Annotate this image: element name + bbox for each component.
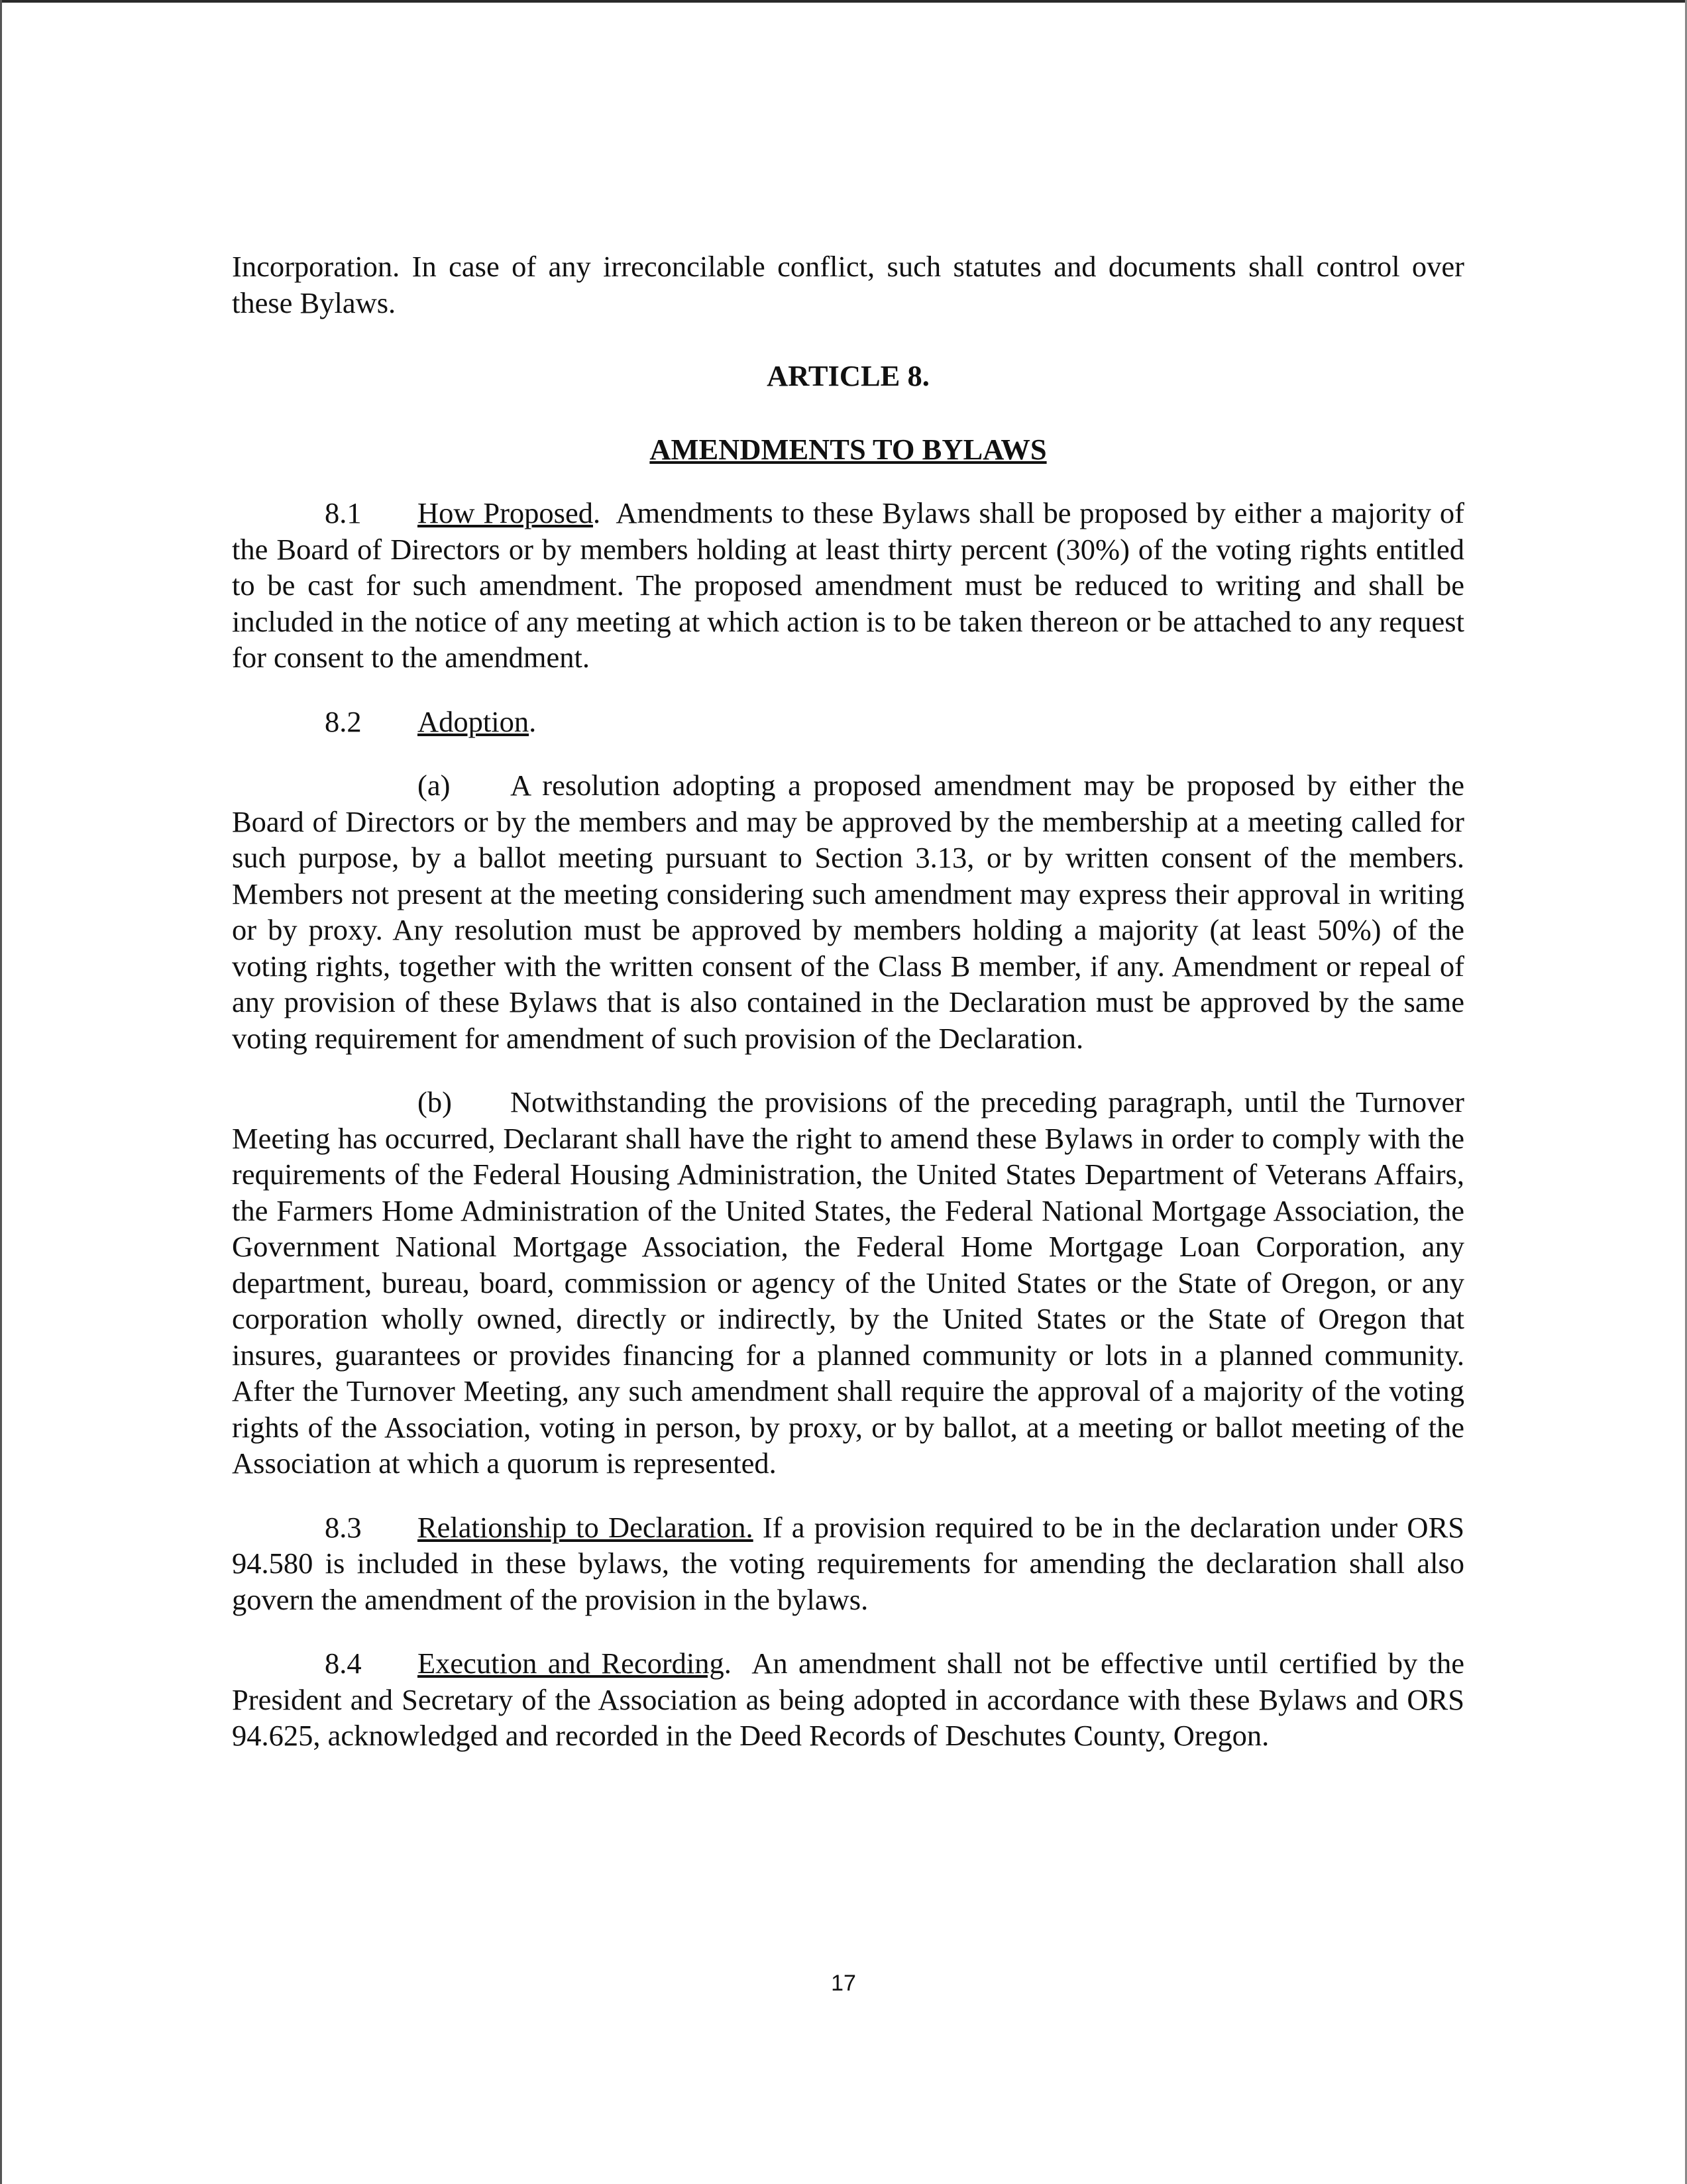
- section-8-3-number: 8.3: [325, 1510, 362, 1544]
- section-8-4-title: Execution and Recording: [417, 1647, 724, 1680]
- section-8-2-heading: [232, 704, 1464, 740]
- scan-edge-top: [0, 0, 1687, 3]
- section-8-4-body: An amendment shall not be effective until certified by the President and Secretary of the Association as being adopted in accordance with these Bylaws and ORS 94.625, acknowledged and recorded in the Deed Records of Deschutes County, Oregon.: [232, 1647, 1465, 1752]
- section-8-1-title-punct: .: [593, 496, 601, 529]
- article-title: AMENDMENTS TO BYLAWS: [649, 432, 1047, 466]
- section-8-2-b: [232, 1084, 1464, 1482]
- section-8-2-title: Adoption: [417, 704, 529, 738]
- section-8-3-title: Relationship to Declaration.: [417, 1510, 753, 1544]
- section-8-4-title-punct: .: [724, 1647, 732, 1680]
- section-8-2-a: [232, 767, 1464, 1056]
- section-8-2-a-body: A resolution adopting a proposed amendment may be proposed by either the Board of Directors or by the members and may be approved by the membership at a meeting called for such purpose, by a ballot meeting pursuant to Section 3.13, or by written consent of the members. Members not present at the meeting considering such amendment may express their approval in writing or by proxy. Any resolution must be approved by members holding a majority (at least 50%) of the voting rights, together with the written consent of the Class B member, if any. Amendment or repeal of any provision of these Bylaws that is also contained in the Declaration must be approved by the same voting requirement for amendment of such provision of the Declaration.: [232, 769, 1464, 1055]
- section-8-3-body: If a provision required to be in the declaration under ORS 94.580 is included in these bylaws, the voting requirements for amending the declaration shall also govern the amendment of the provision in the bylaws.: [232, 1510, 1464, 1616]
- section-8-2-a-label: (a): [417, 769, 451, 802]
- section-8-2-title-punct: .: [529, 704, 537, 738]
- section-8-1-body: Amendments to these Bylaws shall be proposed by either a majority of the Board of Directors or by members holding at least thirty percent (30%) of the voting rights entitled to be cast for such amendment. The proposed amendment must be reduced to writing and shall be included in the notice of any meeting at which action is to be taken thereon or be attached to any request for consent to the amendment.: [232, 496, 1465, 674]
- article-number: ARTICLE 8.: [767, 359, 930, 392]
- intro-paragraph: Incorporation. In case of any irreconcilable conflict, such statutes and documents shall control over these Bylaws.: [232, 250, 1464, 319]
- section-8-2-number: 8.2: [325, 704, 362, 738]
- section-8-1: [232, 495, 1464, 676]
- section-8-4: [232, 1645, 1464, 1754]
- section-8-3: [232, 1509, 1464, 1618]
- section-8-2-b-label: (b): [417, 1085, 452, 1119]
- section-8-1-number: 8.1: [325, 496, 362, 529]
- scan-edge-left: [0, 0, 2, 2184]
- section-8-1-title: How Proposed: [417, 496, 593, 529]
- page-body: [232, 248, 1464, 1754]
- page-number: 17: [831, 1971, 856, 1996]
- section-8-2-b-body: Notwithstanding the provisions of the preceding paragraph, until the Turnover Meeting has occurred, Declarant shall have the right to amend these Bylaws in order to comply with the requirements of the Federal Housing Administration, the United States Department of Veterans Affairs, the Farmers Home Administration of the United States, the Federal National Mortgage Association, the Government National Mortgage Association, the Federal Home Mortgage Loan Corporation, any department, bureau, board, commission or agency of the United States or the State of Oregon, or any corporation wholly owned, directly or indirectly, by the United States or the State of Oregon that insures, guarantees or provides financing for a planned community or lots in a planned community. After the Turnover Meeting, any such amendment shall require the approval of a majority of the voting rights of the Association, voting in person, by proxy, or by ballot, at a meeting or ballot meeting of the Association at which a quorum is represented.: [232, 1085, 1464, 1480]
- section-8-4-number: 8.4: [325, 1647, 362, 1680]
